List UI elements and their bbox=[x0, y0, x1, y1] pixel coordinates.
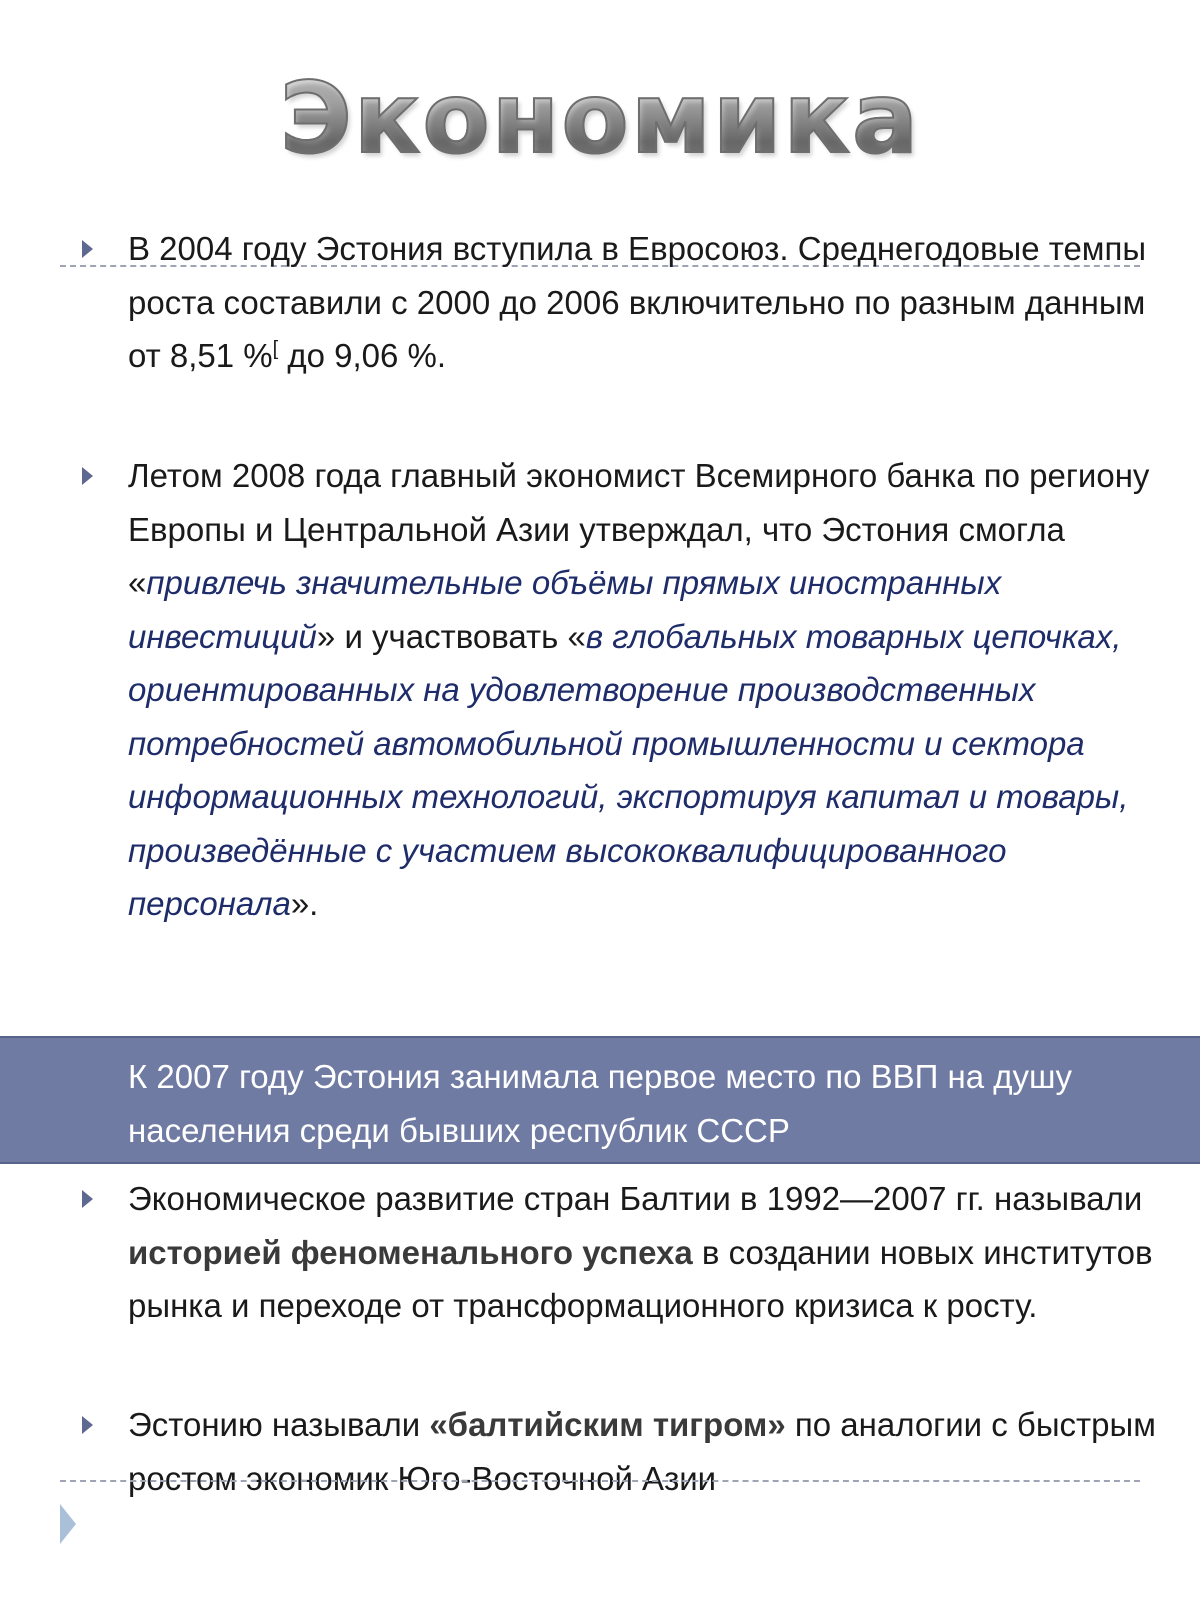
p4-tail: в создании новых институтов рынка и переходе от трансформационного кризиса к росту. bbox=[128, 1233, 1153, 1324]
p5-lead: Эстонию называли bbox=[128, 1406, 430, 1443]
bottom-dashed-divider bbox=[60, 1480, 1140, 1482]
p4-bold-success: историей феноменального успеха bbox=[128, 1233, 693, 1271]
footnote-ref-mark: [ bbox=[272, 338, 279, 360]
p1-text: В 2004 году Эстония вступила в Евросоюз. Среднегодовые темпы роста составили с 2000 до 2006 включительно по разным данным от 8,51 % bbox=[128, 230, 1147, 374]
paragraph-baltic-success bbox=[128, 1172, 1168, 1333]
p2-quote-supply-chains: в глобальных товарных цепочках, ориентированных на удовлетворение производственных потребностей автомобильной промышленности и сектора информационных технологий, экспортируя капитал и товары, произведённые с участием высококвалифицированного персонала bbox=[128, 617, 1129, 922]
bullet-arrow-icon bbox=[82, 1416, 93, 1434]
p2-quote-investments: привлечь значительные объёмы прямых иностранных инвестиций bbox=[128, 564, 1002, 655]
slide-edge-arrow-icon bbox=[60, 1504, 76, 1544]
p2-tail: ». bbox=[290, 885, 319, 922]
bullet-arrow-icon bbox=[82, 1190, 93, 1208]
p2-lead: Летом 2008 года главный экономист Всемирного банка по региону Европы и Центральной Азии утверждал, что Эстония смогла « bbox=[128, 457, 1150, 601]
bullet-arrow-icon bbox=[82, 467, 93, 485]
p5-tail: по аналогии с быстрым ростом экономик Юго-Восточной Азии bbox=[128, 1406, 1156, 1497]
paragraph-eu-accession bbox=[128, 222, 1168, 383]
paragraph-gdp-highlight: К 2007 году Эстония занимала первое место по ВВП на душу населения среди бывших республик СССР bbox=[128, 1058, 1072, 1149]
p2-mid: » и участвовать « bbox=[316, 617, 586, 655]
paragraph-baltic-tiger bbox=[128, 1398, 1168, 1505]
slide-title: Экономика bbox=[0, 62, 1200, 176]
p4-lead: Экономическое развитие стран Балтии в 1992—2007 гг. называли bbox=[128, 1180, 1143, 1217]
paragraph-world-bank bbox=[128, 449, 1168, 931]
p1-text-end: до 9,06 %. bbox=[278, 337, 447, 374]
p5-bold-tiger: «балтийским тигром» bbox=[429, 1406, 786, 1443]
bullet-arrow-icon bbox=[82, 240, 93, 258]
